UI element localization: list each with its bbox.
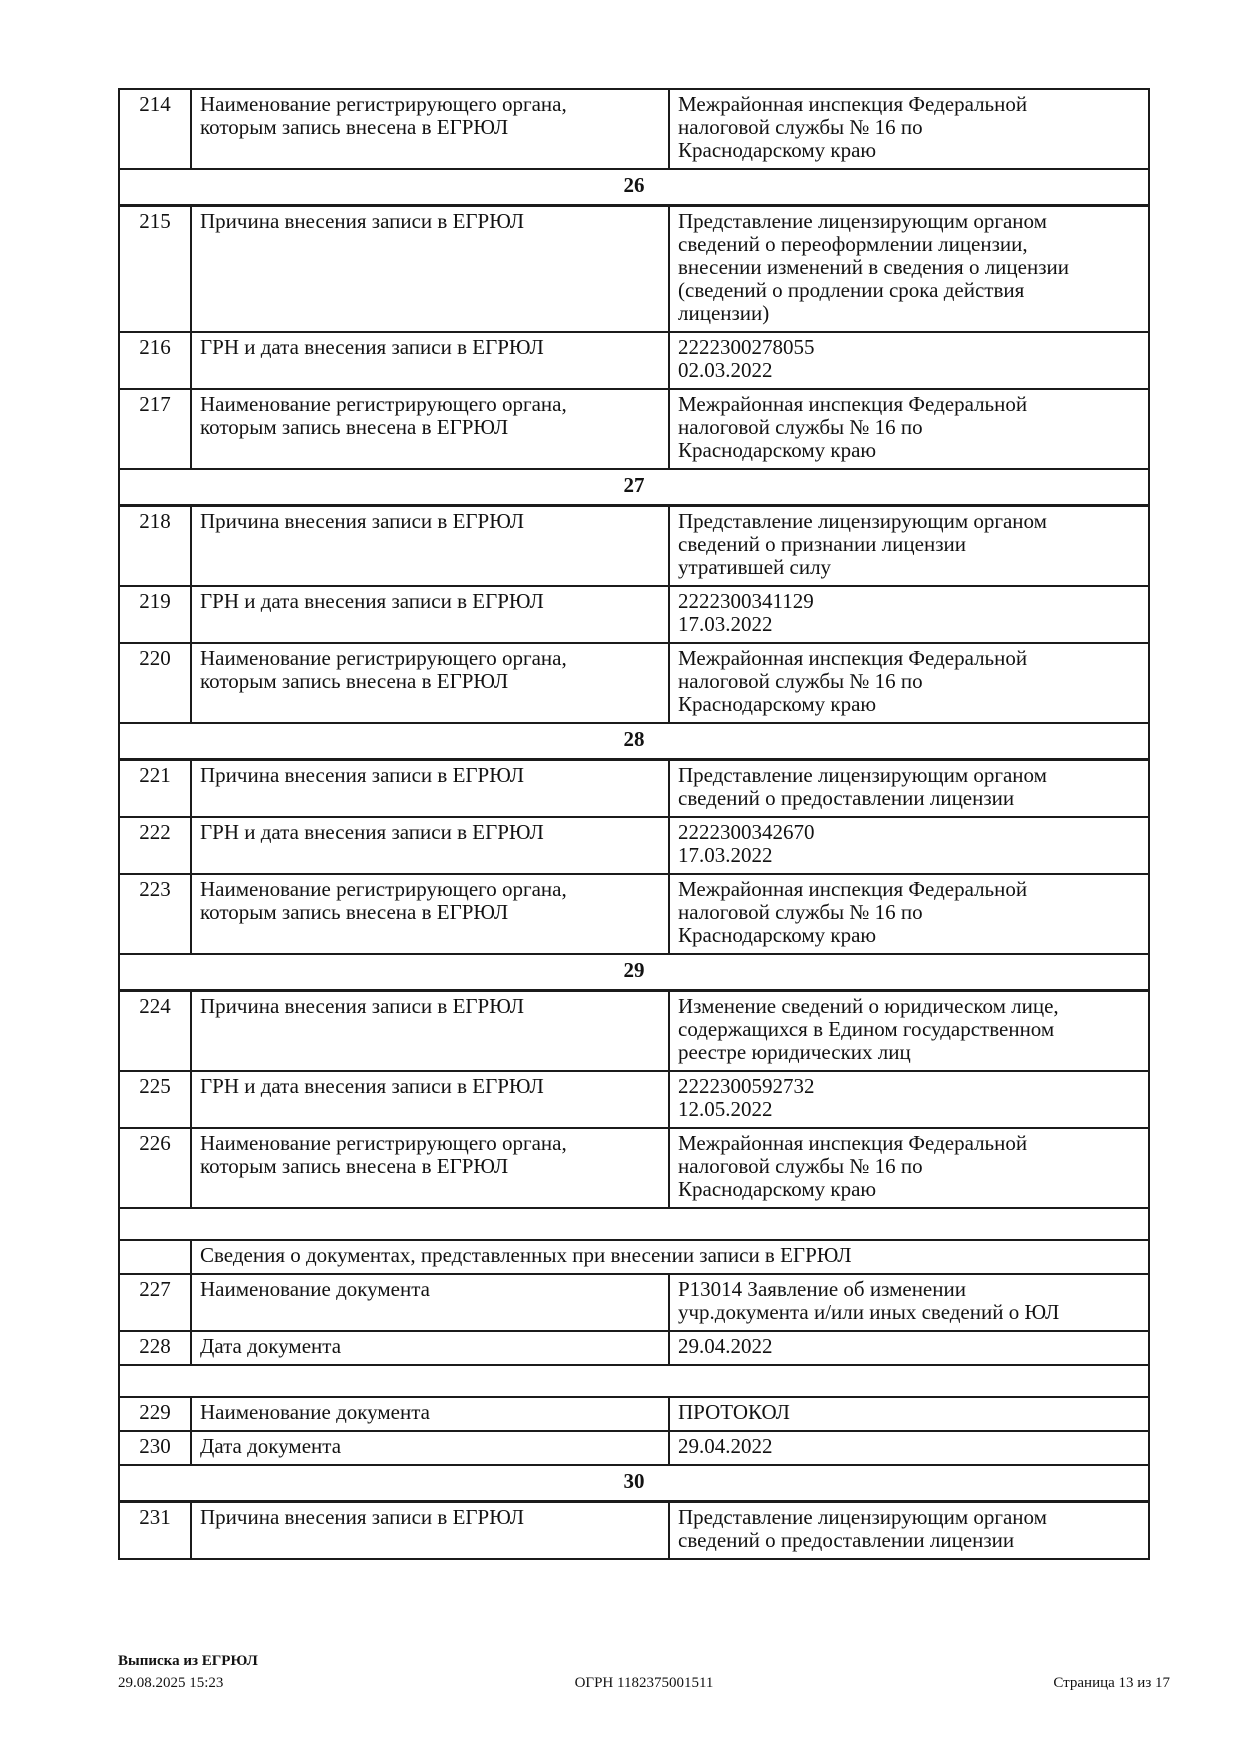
record-value-cell <box>670 333 1148 388</box>
record-value-cell <box>670 761 1148 816</box>
record-label-cell-line: которым запись внесена в ЕГРЮЛ <box>200 415 509 439</box>
section-header-row: 28 <box>120 724 1148 761</box>
record-number-cell <box>120 992 192 1070</box>
record-value-cell-line: (сведений о продлении срока действия <box>678 278 1025 302</box>
record-label-cell-line: Наименование документа <box>200 1277 430 1301</box>
documents-subheader-row <box>120 1241 1148 1275</box>
record-number-cell-line: 229 <box>139 1400 171 1424</box>
record-value-cell-line: Краснодарскому краю <box>678 438 877 462</box>
record-label-cell-line: Причина внесения записи в ЕГРЮЛ <box>200 209 525 233</box>
record-value-cell-line: Изменение сведений о юридическом лице, <box>678 994 1059 1018</box>
record-label-cell-line: ГРН и дата внесения записи в ЕГРЮЛ <box>200 820 544 844</box>
record-number-cell <box>120 818 192 873</box>
record-value-cell-line: 29.04.2022 <box>678 1434 773 1458</box>
record-value-cell-line: Краснодарскому краю <box>678 1177 877 1201</box>
record-label-cell <box>192 761 670 816</box>
record-row <box>120 1503 1148 1560</box>
record-value-cell-line: Краснодарскому краю <box>678 692 877 716</box>
record-label-cell <box>192 875 670 953</box>
record-value-cell-line: Представление лицензирующим органом <box>678 509 1047 533</box>
record-label-cell <box>192 1432 670 1464</box>
record-row <box>120 1432 1148 1466</box>
record-row <box>120 207 1148 333</box>
record-value-cell <box>670 390 1148 468</box>
record-number-cell-line: 218 <box>139 509 171 533</box>
page-footer <box>118 1650 1170 1694</box>
record-value-cell-line: Межрайонная инспекция Федеральной <box>678 92 1028 116</box>
record-row <box>120 333 1148 390</box>
record-value-cell <box>670 644 1148 722</box>
record-value-cell-line: Р13014 Заявление об изменении <box>678 1277 966 1301</box>
record-number-cell <box>120 90 192 168</box>
record-value-cell-line: учр.документа и/или иных сведений о ЮЛ <box>678 1300 1060 1324</box>
record-number-cell-line: 215 <box>139 209 171 233</box>
record-label-cell-line: которым запись внесена в ЕГРЮЛ <box>200 900 509 924</box>
record-label-cell <box>192 1332 670 1364</box>
record-number-cell-line: 227 <box>139 1277 171 1301</box>
record-value-cell <box>670 587 1148 642</box>
record-label-cell <box>192 390 670 468</box>
record-value-cell <box>670 1503 1148 1558</box>
record-value-cell <box>670 507 1148 585</box>
record-number-cell <box>120 761 192 816</box>
record-value-cell-line: 2222300278055 <box>678 335 815 359</box>
record-value-cell-line: Межрайонная инспекция Федеральной <box>678 392 1028 416</box>
record-value-cell-line: 02.03.2022 <box>678 358 773 382</box>
footer-page-number: Страница 13 из 17 <box>1053 1675 1170 1691</box>
section-header-row: 27 <box>120 470 1148 507</box>
record-label-cell <box>192 1398 670 1430</box>
record-row <box>120 90 1148 170</box>
record-row <box>120 875 1148 955</box>
section-header-row: 26 <box>120 170 1148 207</box>
record-number-cell-line: 214 <box>139 92 171 116</box>
record-value-cell-line: налоговой службы № 16 по <box>678 1154 923 1178</box>
section-header-row: 30 <box>120 1466 1148 1503</box>
record-label-cell <box>192 1072 670 1127</box>
record-row <box>120 761 1148 818</box>
record-label-cell <box>192 507 670 585</box>
record-label-cell <box>192 207 670 331</box>
record-value-cell-line: Представление лицензирующим органом <box>678 763 1047 787</box>
record-value-cell <box>670 1072 1148 1127</box>
record-number-cell <box>120 587 192 642</box>
record-label-cell-line: ГРН и дата внесения записи в ЕГРЮЛ <box>200 1074 544 1098</box>
footer-datetime: 29.08.2025 15:23 <box>118 1675 224 1691</box>
record-value-cell <box>670 875 1148 953</box>
record-row <box>120 1332 1148 1366</box>
record-label-cell-line: Причина внесения записи в ЕГРЮЛ <box>200 509 525 533</box>
record-row <box>120 1398 1148 1432</box>
egrul-records-table <box>118 88 1150 1560</box>
record-number-cell <box>120 1332 192 1364</box>
record-row <box>120 818 1148 875</box>
record-number-cell <box>120 333 192 388</box>
record-value-cell <box>670 90 1148 168</box>
record-value-cell-line: Представление лицензирующим органом <box>678 1505 1047 1529</box>
record-label-cell <box>192 90 670 168</box>
record-value-cell-line: налоговой службы № 16 по <box>678 115 923 139</box>
record-row <box>120 1275 1148 1332</box>
record-value-cell-line: Краснодарскому краю <box>678 923 877 947</box>
record-value-cell-line: 17.03.2022 <box>678 843 773 867</box>
record-value-cell-line: Межрайонная инспекция Федеральной <box>678 877 1028 901</box>
record-value-cell-line: 2222300342670 <box>678 820 815 844</box>
record-row <box>120 507 1148 587</box>
record-number-cell-line: 225 <box>139 1074 171 1098</box>
record-label-cell-line: ГРН и дата внесения записи в ЕГРЮЛ <box>200 589 544 613</box>
record-label-cell-line: Причина внесения записи в ЕГРЮЛ <box>200 1505 525 1529</box>
record-label-cell <box>192 333 670 388</box>
record-number-cell <box>120 875 192 953</box>
record-label-cell-line: Наименование документа <box>200 1400 430 1424</box>
record-label-cell-line: Дата документа <box>200 1334 342 1358</box>
record-value-cell-line: 29.04.2022 <box>678 1334 773 1358</box>
record-label-cell <box>192 587 670 642</box>
record-label-cell <box>192 1503 670 1558</box>
record-label-cell-line: Дата документа <box>200 1434 342 1458</box>
record-value-cell <box>670 818 1148 873</box>
record-value-cell-line: налоговой службы № 16 по <box>678 900 923 924</box>
record-value-cell-line: утратившей силу <box>678 555 832 579</box>
record-value-cell-line: 2222300592732 <box>678 1074 815 1098</box>
record-label-cell-line: которым запись внесена в ЕГРЮЛ <box>200 115 509 139</box>
record-label-cell <box>192 644 670 722</box>
record-number-cell-line: 217 <box>139 392 171 416</box>
record-label-cell <box>192 1275 670 1330</box>
record-number-cell-line: 226 <box>139 1131 171 1155</box>
record-value-cell-line: 17.03.2022 <box>678 612 773 636</box>
record-number-cell-line: 220 <box>139 646 171 670</box>
record-label-cell-line: Наименование регистрирующего органа, <box>200 646 567 670</box>
record-number-cell-line: 230 <box>139 1434 171 1458</box>
record-value-cell-line: Межрайонная инспекция Федеральной <box>678 1131 1028 1155</box>
record-row <box>120 1072 1148 1129</box>
record-value-cell <box>670 1275 1148 1330</box>
record-number-cell <box>120 1275 192 1330</box>
record-label-cell-line: Наименование регистрирующего органа, <box>200 877 567 901</box>
record-label-cell <box>192 992 670 1070</box>
record-value-cell-line: реестре юридических лиц <box>678 1040 911 1064</box>
record-number-cell <box>120 207 192 331</box>
record-label-cell <box>192 818 670 873</box>
spacer-row <box>120 1366 1148 1398</box>
subheader-empty-cell <box>120 1241 192 1273</box>
record-value-cell-line: Представление лицензирующим органом <box>678 209 1047 233</box>
spacer-row <box>120 1209 1148 1241</box>
record-label-cell-line: Причина внесения записи в ЕГРЮЛ <box>200 763 525 787</box>
record-number-cell-line: 221 <box>139 763 171 787</box>
record-label-cell-line: ГРН и дата внесения записи в ЕГРЮЛ <box>200 335 544 359</box>
record-value-cell-line: сведений о предоставлении лицензии <box>678 1528 1015 1552</box>
record-value-cell <box>670 992 1148 1070</box>
record-label-cell-line: Наименование регистрирующего органа, <box>200 92 567 116</box>
record-value-cell-line: ПРОТОКОЛ <box>678 1400 790 1424</box>
record-number-cell-line: 228 <box>139 1334 171 1358</box>
record-number-cell <box>120 390 192 468</box>
record-label-cell <box>192 1129 670 1207</box>
record-value-cell-line: лицензии) <box>678 301 770 325</box>
record-number-cell <box>120 1432 192 1464</box>
record-number-cell <box>120 1398 192 1430</box>
record-number-cell-line: 219 <box>139 589 171 613</box>
record-number-cell-line: 223 <box>139 877 171 901</box>
record-label-cell-line: которым запись внесена в ЕГРЮЛ <box>200 1154 509 1178</box>
record-value-cell-line: сведений о переоформлении лицензии, <box>678 232 1028 256</box>
record-row <box>120 390 1148 470</box>
record-number-cell <box>120 644 192 722</box>
record-row <box>120 992 1148 1072</box>
section-header-row: 29 <box>120 955 1148 992</box>
record-value-cell <box>670 1332 1148 1364</box>
record-value-cell <box>670 1129 1148 1207</box>
record-number-cell <box>120 1129 192 1207</box>
record-label-cell-line: Наименование регистрирующего органа, <box>200 392 567 416</box>
record-value-cell-line: сведений о признании лицензии <box>678 532 966 556</box>
record-value-cell-line: налоговой службы № 16 по <box>678 415 923 439</box>
record-number-cell <box>120 1503 192 1558</box>
record-label-cell-line: Причина внесения записи в ЕГРЮЛ <box>200 994 525 1018</box>
record-value-cell-line: сведений о предоставлении лицензии <box>678 786 1015 810</box>
record-value-cell-line: Краснодарскому краю <box>678 138 877 162</box>
record-value-cell <box>670 1432 1148 1464</box>
record-value-cell-line: содержащихся в Едином государственном <box>678 1017 1055 1041</box>
record-value-cell <box>670 1398 1148 1430</box>
record-number-cell-line: 224 <box>139 994 171 1018</box>
record-number-cell-line: 231 <box>139 1505 171 1529</box>
footer-doc-type: Выписка из ЕГРЮЛ <box>118 1653 258 1669</box>
record-row <box>120 644 1148 724</box>
footer-ogrn: ОГРН 1182375001511 <box>574 1675 714 1691</box>
record-number-cell <box>120 1072 192 1127</box>
record-value-cell-line: 2222300341129 <box>678 589 814 613</box>
record-row <box>120 1129 1148 1209</box>
documents-subheader-text <box>192 1241 1148 1273</box>
record-label-cell-line: которым запись внесена в ЕГРЮЛ <box>200 669 509 693</box>
record-number-cell <box>120 507 192 585</box>
record-number-cell-line: 216 <box>139 335 171 359</box>
record-value-cell <box>670 207 1148 331</box>
record-number-cell-line: 222 <box>139 820 171 844</box>
record-value-cell-line: внесении изменений в сведения о лицензии <box>678 255 1069 279</box>
record-row <box>120 587 1148 644</box>
record-value-cell-line: Межрайонная инспекция Федеральной <box>678 646 1028 670</box>
record-label-cell-line: Наименование регистрирующего органа, <box>200 1131 567 1155</box>
documents-subheader-text-line: Сведения о документах, представленных при внесении записи в ЕГРЮЛ <box>200 1243 852 1267</box>
record-value-cell-line: налоговой службы № 16 по <box>678 669 923 693</box>
record-value-cell-line: 12.05.2022 <box>678 1097 773 1121</box>
